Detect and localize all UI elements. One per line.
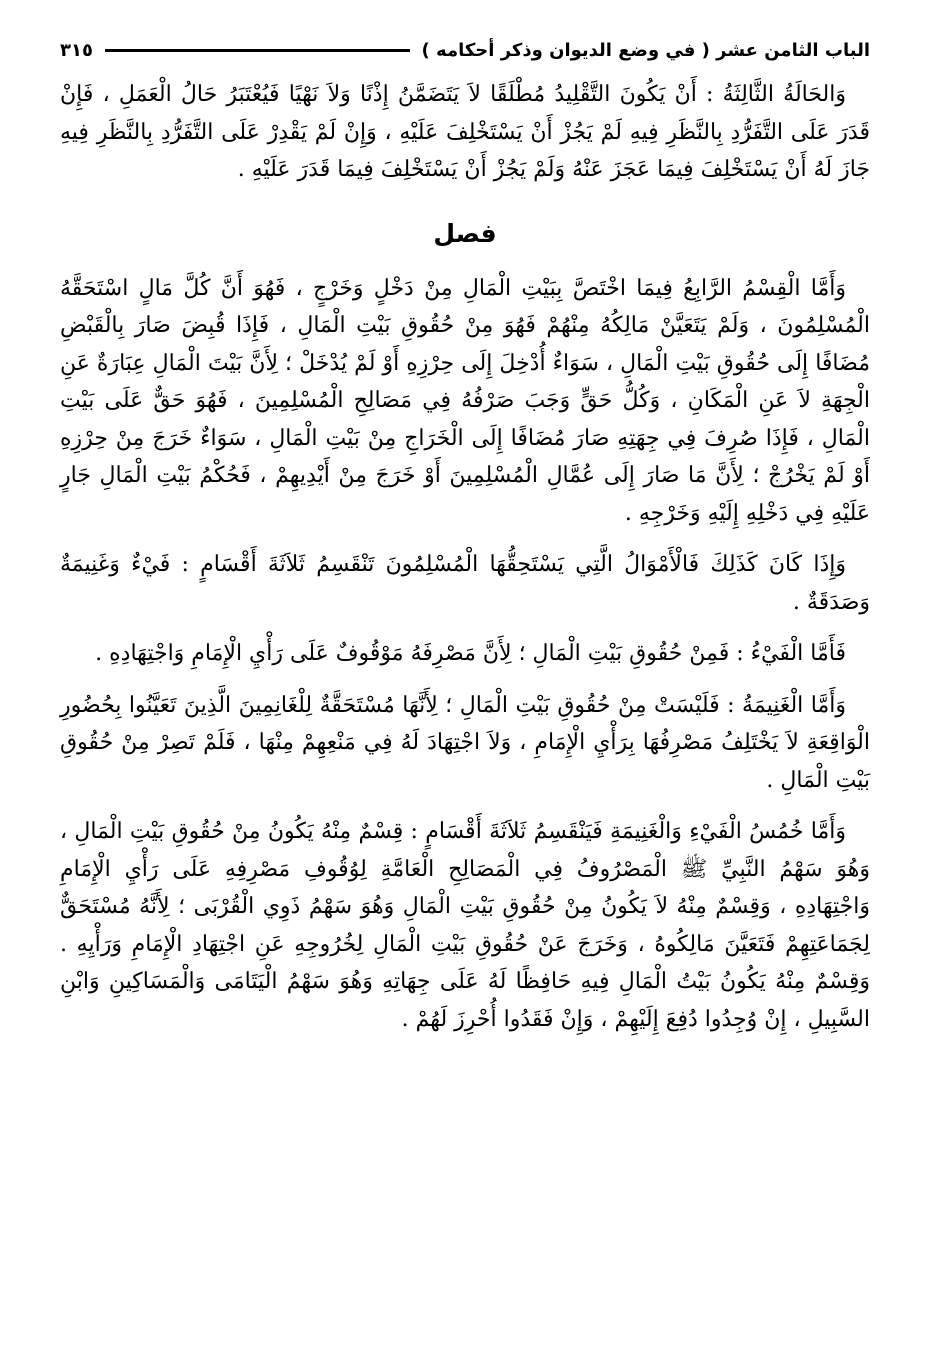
body-paragraph-1: وَأَمَّا الْقِسْمُ الرَّابِعُ فِيمَا اخْتَصَّ بِبَيْتِ الْمَالِ مِنْ دَخْلٍ وَخَرْجٍ ، فَهُوَ أَنَّ كُلَّ مَالٍ اسْتَحَقَّهُ الْمُسْلِمُونَ ، وَلَمْ يَتَعَيَّنْ مَالِكُهُ مِنْهُمْ فَهُوَ مِنْ حُقُوقِ بَيْتِ الْمَالِ ، فَإِذَا قُبِضَ صَارَ بِالْقَبْضِ مُضَافًا إِلَى حُقُوقِ بَيْتِ الْمَالِ ، سَوَاءٌ أُدْخِلَ إِلَى حِرْزِهِ أَوْ لَمْ يُدْخَلْ ؛ لِأَنَّ بَيْتَ الْمَالِ عِبَارَةٌ عَنِ الْجِهَةِ لاَ عَنِ الْمَكَانِ ، وَكُلُّ حَقٍّ وَجَبَ صَرْفُهُ فِي مَصَالِحِ الْمُسْلِمِينَ ، فَهُوَ حَقٌّ عَلَى بَيْتِ الْمَالِ ، فَإِذَا صُرِفَ فِي جِهَتِهِ صَارَ مُضَافًا إِلَى الْخَرَاجِ مِنْ بَيْتِ الْمَالِ ، سَوَاءٌ خَرَجَ مِنْ حِرْزِهِ أَوْ لَمْ يَخْرُجْ ؛ لِأَنَّ مَا صَارَ إِلَى عُمَّالِ الْمُسْلِمِينَ أَوْ خَرَجَ مِنْ أَيْدِيهِمْ ، فَحُكْمُ بَيْتِ الْمَالِ جَارٍ عَلَيْهِ فِي دَخْلِهِ إِلَيْهِ وَخَرْجِهِ . bbox=[60, 275, 870, 526]
intro-paragraph: وَالحَالَةُ الثَّالِثَةُ : أَنْ يَكُونَ التَّقْلِيدُ مُطْلَقًا لاَ يَتَضَمَّنُ إِذْنًا وَلاَ نَهْيًا فَيُعْتَبَرُ حَالُ الْعَمَلِ ، فَإِنْ قَدَرَ عَلَى التَّفَرُّدِ بِالنَّظَرِ فِيهِ لَمْ يَجُزْ أَنْ يَسْتَخْلِفَ عَلَيْهِ ، وَإِنْ لَمْ يَقْدِرْ عَلَى التَّفَرُّدِ بِالنَّظَرِ فِيهِ جَازَ لَهُ أَنْ يَسْتَخْلِفَ فِيمَا عَجَزَ عَنْهُ وَلَمْ يَجُزْ أَنْ يَسْتَخْلِفَ فِيمَا قَدَرَ عَلَيْهِ . bbox=[60, 82, 870, 182]
body-paragraph-3: فَأَمَّا الْفَيْءُ : فَمِنْ حُقُوقِ بَيْتِ الْمَالِ ؛ لِأَنَّ مَصْرِفَهُ مَوْقُوفٌ عَلَى رَأْيِ الْإِمَامِ وَاجْتِهَادِهِ . bbox=[95, 641, 846, 666]
page-header bbox=[60, 30, 870, 70]
page-number: ٣١٥ bbox=[60, 39, 93, 61]
book-page bbox=[60, 30, 870, 1330]
body-paragraph-5: وَأَمَّا خُمُسُ الْفَيْءِ وَالْغَنِيمَةِ فَيَنْقَسِمُ ثَلاَثَةَ أَقْسَامٍ : قِسْمٌ مِنْهُ يَكُونُ مِنْ حُقُوقِ بَيْتِ الْمَالِ ، وَهُوَ سَهْمُ النَّبِيِّ ﷺ الْمَصْرُوفُ فِي الْمَصَالِحِ الْعَامَّةِ لِوُقُوفِ مَصْرِفِهِ عَلَى رَأْيِ الْإِمَامِ وَاجْتِهَادِهِ ، وَقِسْمٌ مِنْهُ لاَ يَكُونُ مِنْ حُقُوقِ بَيْتِ الْمَالِ وَهُوَ سَهْمُ ذَوِي الْقُرْبَى ؛ لِأَنَّهُ مُسْتَحَقٌّ لِجَمَاعَتِهِمْ فَتَعَيَّنَ مَالِكُوهُ ، وَخَرَجَ عَنْ حُقُوقِ بَيْتِ الْمَالِ لِخُرُوجِهِ عَنِ اجْتِهَادِ الْإِمَامِ وَرَأْيِهِ . وَقِسْمٌ مِنْهُ يَكُونُ بَيْتُ الْمَالِ فِيهِ حَافِظًا لَهُ عَلَى جِهَاتِهِ وَهُوَ سَهْمُ الْيَتَامَى وَالْمَسَاكِينِ وَابْنِ السَّبِيلِ ، إِنْ وُجِدُوا دُفِعَ إِلَيْهِمْ ، وَإِنْ فَقَدُوا أُحْرِزَ لَهُمْ . bbox=[60, 819, 870, 1032]
section-heading: فصل bbox=[433, 218, 497, 248]
body-paragraph-2: وَإِذَا كَانَ كَذَلِكَ فَالْأَمْوَالُ الَّتِي يَسْتَحِقُّهَا الْمُسْلِمُونَ تَنْقَسِمُ ثَلاَثَةَ أَقْسَامٍ : فَيْءٌ وَغَنِيمَةٌ وَصَدَقَةٌ . bbox=[60, 552, 870, 615]
header-rule bbox=[105, 49, 410, 52]
body-paragraph-4: وَأَمَّا الْغَنِيمَةُ : فَلَيْسَتْ مِنْ حُقُوقِ بَيْتِ الْمَالِ ؛ لِأَنَّهَا مُسْتَحَقَّةٌ لِلْغَانِمِينَ الَّذِينَ تَعَيَّنُوا بِحُضُورِ الْوَاقِعَةِ لاَ يَخْتَلِفُ مَصْرِفُهَا بِرَأْيِ الْإِمَامِ ، وَلاَ اجْتِهَادَ لَهُ فِي مَنْعِهِمْ مِنْهَا ، فَلَمْ تَصِرْ مِنْ حُقُوقِ بَيْتِ الْمَالِ . bbox=[60, 692, 870, 793]
running-title: الباب الثامن عشر ( في وضع الديوان وذكر أحكامه ) bbox=[421, 39, 870, 61]
